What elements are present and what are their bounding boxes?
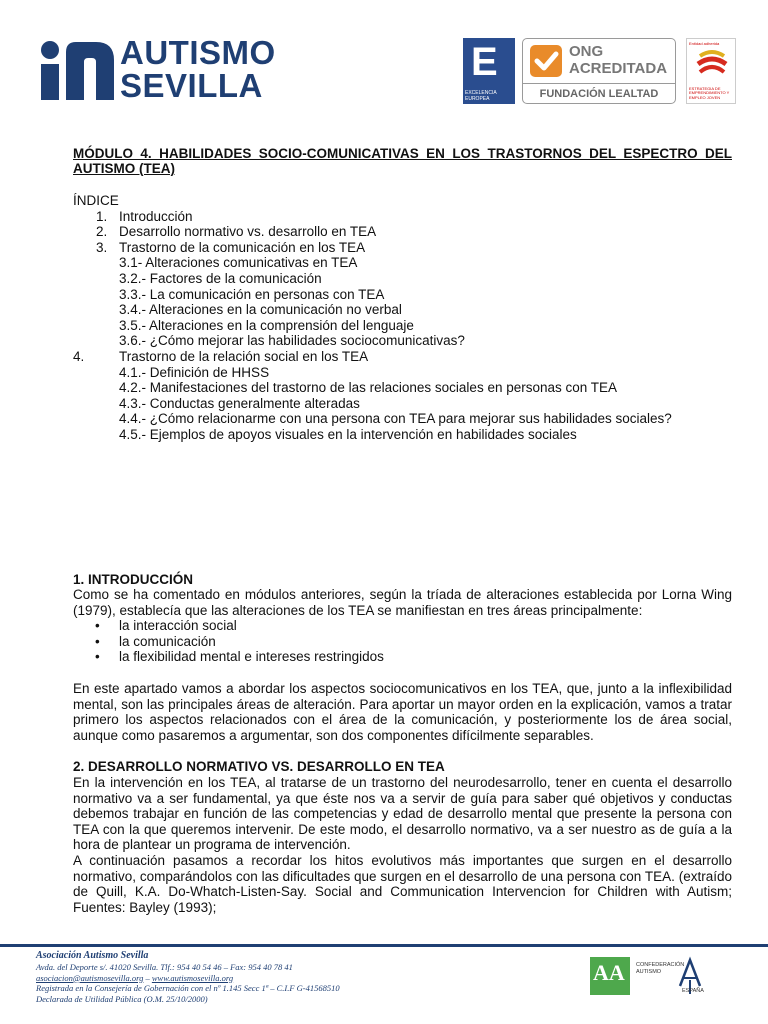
toc-subitem: 3.4.- Alteraciones en la comunicación no verbal xyxy=(119,302,402,318)
footer-divider xyxy=(0,944,768,947)
toc-subitem: 3.2.- Factores de la comunicación xyxy=(119,270,322,286)
document-body xyxy=(73,146,732,915)
footer-contact: Asociación Autismo Sevilla Avda. del Deporte s/. 41020 Sevilla. Tlf.: 954 40 54 46 – Fax: 954 40 78 41 asociacion@autismosevilla.org – www.autismosevilla.org Registrada en la Consejería de Gobernación con el nº 1.145 Secc 1ª – C.I.F G-41568510 Declarada de Utilidad Pública (O.M. 25/10/2000) xyxy=(36,950,340,1004)
list-item: • la interacción social xyxy=(119,618,732,634)
document-title: MÓDULO 4. HABILIDADES SOCIO-COMUNICATIVAS EN LOS TRASTORNOS DEL ESPECTRO DEL AUTISMO (TEA) xyxy=(73,146,732,176)
aa-logo: AA xyxy=(590,957,630,995)
toc-subitem: 4.3.- Conductas generalmente alteradas xyxy=(119,395,360,411)
toc-item: 4. Trastorno de la relación social en los TEA xyxy=(73,348,369,364)
toc-item: 1. Introducción xyxy=(96,208,193,224)
toc-item: 3. Trastorno de la comunicación en los TEA xyxy=(96,239,366,255)
toc-subitem: 3.6.- ¿Cómo mejorar las habilidades sociocomunicativas? xyxy=(119,333,465,349)
toc-subitem: 3.3.- La comunicación en personas con TEA xyxy=(119,286,385,302)
toc-subitem: 4.5.- Ejemplos de apoyos visuales en la intervención en habilidades sociales xyxy=(119,426,577,442)
paragraph: A continuación pasamos a recordar los hitos evolutivos más importantes que surgen en el desarrollo normativo, comparándolos con las dificultades que surgen en el desarrollo de una persona con TEA. (extraído de Quill, K.A. Do-Whatch-Listen-Say. Social and Communication Intervencion for Children with Autism; Fuentes: Bayley (1993); xyxy=(73,853,732,915)
bullet-list xyxy=(73,618,732,665)
toc-subitem: 3.5.- Alteraciones en la comprensión del lenguaje xyxy=(119,317,414,333)
excelencia-europea-badge: E EXCELENCIA EUROPEA xyxy=(463,38,515,104)
paragraph: En este apartado vamos a abordar los aspectos sociocomunicativos en los TEA, que, junto a la inflexibilidad mental, son las principales áreas de alteración. Para aportar un mayor orden en la explicación, vamos a tratar primero los aspectos relacionados con el área de la comunicación, y posteriormente los de área social, aunque como pasaremos a argumentar, son dos componentes difícilmente separables. xyxy=(73,681,732,743)
autismo-sevilla-logo-mark xyxy=(40,38,116,102)
section-heading: 1. INTRODUCCIÓN xyxy=(73,571,194,587)
toc-subitem: 4.1.- Definición de HHSS xyxy=(119,364,270,380)
toc-item: 2. Desarrollo normativo vs. desarrollo en TEA xyxy=(96,224,377,240)
list-item: • la flexibilidad mental e intereses restringidos xyxy=(119,649,732,665)
email-link[interactable]: asociacion@autismosevilla.org xyxy=(36,972,144,983)
confederacion-autismo-espana-label: CONFEDERACIÓN AUTISMO xyxy=(636,962,685,975)
toc-subitem: 4.2.- Manifestaciones del trastorno de las relaciones sociales en personas con TEA xyxy=(119,380,618,396)
autismo-sevilla-logo-text: AUTISMO SEVILLA xyxy=(120,34,276,104)
section-heading: 2. DESARROLLO NORMATIVO VS. DESARROLLO EN TEA xyxy=(73,759,445,775)
estrategia-logo-icon xyxy=(696,48,728,76)
index-heading: ÍNDICE xyxy=(73,193,119,208)
espana-label: ESPAÑA xyxy=(682,988,704,994)
toc-subitem: 4.4.- ¿Cómo relacionarme con una persona con TEA para mejorar sus habilidades sociales? xyxy=(119,411,672,427)
paragraph: Como se ha comentado en módulos anteriores, según la tríada de alteraciones establecida por Lorna Wing (1979), establecía que las alteraciones de los TEA se manifiestan en tres áreas principalmente: xyxy=(73,587,732,618)
entidad-adherida-badge: Entidad adherida ESTRATEGIA DE EMPRENDIMIENTO Y EMPLEO JOVEN xyxy=(686,38,736,104)
paragraph: En la intervención en los TEA, al tratarse de un trastorno del neurodesarrollo, tener en cuenta el desarrollo normativo va a ser fundamental, ya que éste nos va a servir de guía para saber qué objetivos y conductas debemos trabajar en función de las competencias y edad de desarrollo mental que presente la persona con TEA con la que queremos intervenir. De este modo, el desarrollo normativo, va a ser nuestro as de guía a la hora de plantear un programa de intervención. xyxy=(73,775,732,853)
checkmark-icon xyxy=(530,45,562,77)
website-link[interactable]: www.autismosevilla.org xyxy=(151,972,234,983)
toc-subitem: 3.1- Alteraciones comunicativas en TEA xyxy=(119,255,358,271)
ong-acreditada-badge: ONG ACREDITADA FUNDACIÓN LEALTAD xyxy=(522,38,676,104)
list-item: • la comunicación xyxy=(119,634,732,650)
